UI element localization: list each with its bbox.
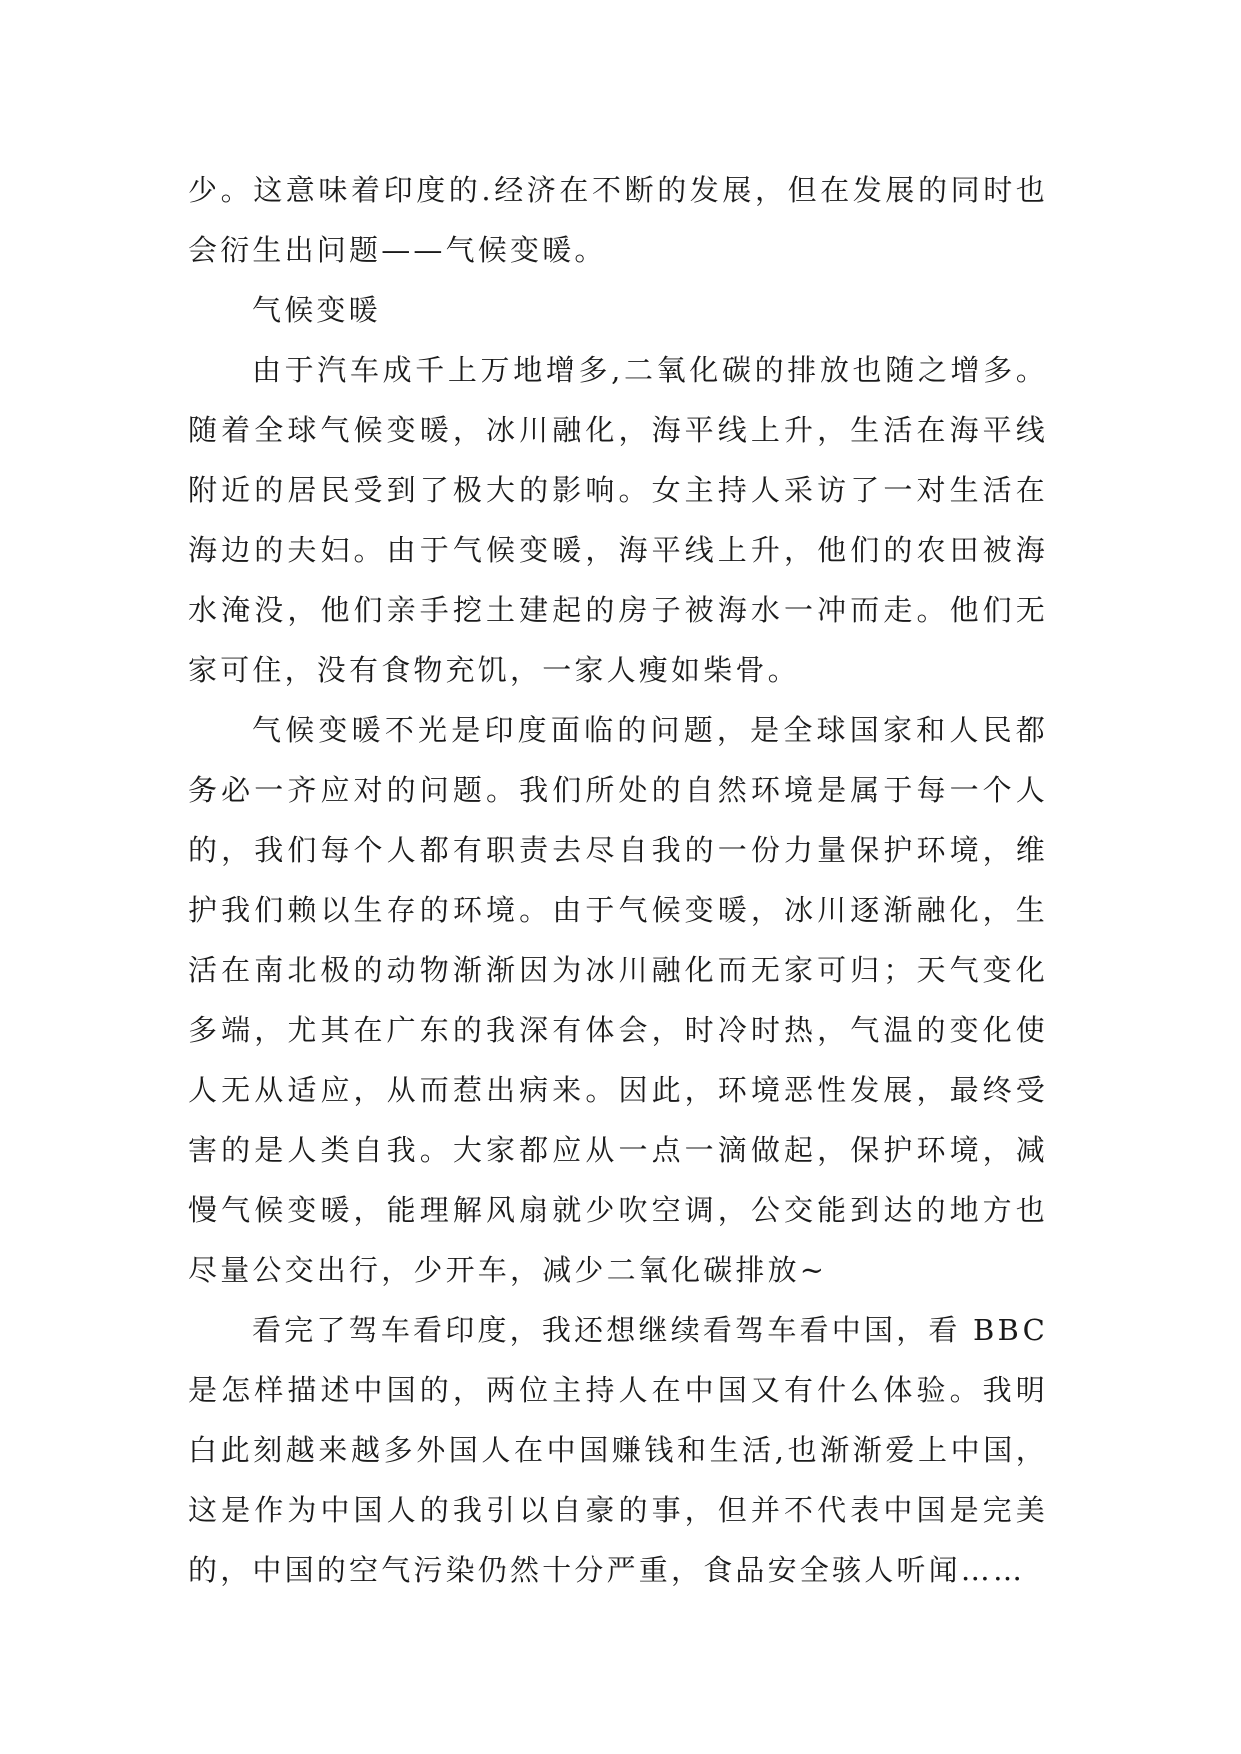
- paragraph-car-emissions: 由于汽车成千上万地增多,二氧化碳的排放也随之增多。随着全球气候变暖，冰川融化，海平线上升，生活在海平线附近的居民受到了极大的影响。女主持人采访了一对生活在海边的夫妇。由于气候变暖，海平线上升，他们的农田被海水淹没，他们亲手挖土建起的房子被海水一冲而走。他们无家可住，没有食物充饥，一家人瘦如柴骨。: [188, 353, 1048, 687]
- paragraph-china: 看完了驾车看印度，我还想继续看驾车看中国，看 BBC 是怎样描述中国的，两位主持人在中国又有什么体验。我明白此刻越来越多外国人在中国赚钱和生活,也渐渐爱上中国，这是作为中国人的我引以自豪的事，但并不代表中国是完美的，中国的空气污染仍然十分严重，食品安全骇人听闻……: [188, 1313, 1048, 1587]
- section-heading-climate-warming: 气候变暖: [252, 293, 381, 327]
- document-page: [188, 160, 1048, 1600]
- paragraph-intro-continuation: 少。这意味着印度的.经济在不断的发展，但在发展的同时也会衍生出问题——气候变暖。: [188, 173, 1048, 267]
- paragraph-global-problem: 气候变暖不光是印度面临的问题，是全球国家和人民都务必一齐应对的问题。我们所处的自然环境是属于每一个人的，我们每个人都有职责去尽自我的一份力量保护环境，维护我们赖以生存的环境。由于气候变暖，冰川逐渐融化，生活在南北极的动物渐渐因为冰川融化而无家可归；天气变化多端，尤其在广东的我深有体会，时冷时热，气温的变化使人无从适应，从而惹出病来。因此，环境恶性发展，最终受害的是人类自我。大家都应从一点一滴做起，保护环境，减慢气候变暖，能理解风扇就少吹空调，公交能到达的地方也尽量公交出行，少开车，减少二氧化碳排放~: [188, 713, 1048, 1287]
